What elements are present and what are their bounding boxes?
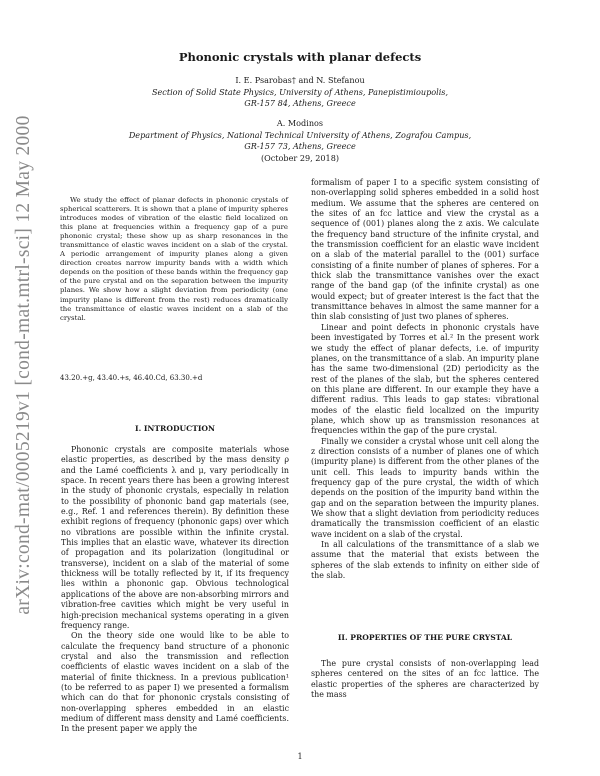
right-column-body xyxy=(311,178,539,581)
authors-group-1: I. E. Psarobas† and N. Stefanou xyxy=(235,75,365,85)
affiliation-1-line-1: Section of Solid State Physics, University of Athens, Panepistimioupolis, xyxy=(151,87,449,97)
section-heading-introduction: I. INTRODUCTION xyxy=(135,424,215,433)
pacs-codes: 43.20.+g, 43.40.+s, 46.40.Cd, 63.30.+d xyxy=(60,374,203,382)
affiliation-2-line-1: Department of Physics, National Technical University of Athens, Zografou Campus, xyxy=(128,130,472,140)
affiliation-2-line-2: GR-157 73, Athens, Greece xyxy=(244,141,356,151)
right-column-body-continued xyxy=(311,659,539,700)
left-column-body xyxy=(61,445,289,735)
paragraph: The pure crystal consists of non-overlapping lead spheres centered on the sites of an fcc lattice. The elastic properties of the spheres are characterized by the mass xyxy=(311,659,539,700)
paragraph: Linear and point defects in phononic crystals have been investigated by Torres et al.² In the present work we study the effect of planar defects, i.e. of impurity planes, on the transmittance of a slab. An impurity plane has the same two-dimensional (2D) periodicity as the rest of the planes of the slab, but the spheres centered on this plane are different. In our example they have a different radius. This leads to gap states: vibrational modes of the elastic field localized on the impurity plane, which show up as transmission resonances at frequencies within the gap of the pure crystal. xyxy=(311,322,540,436)
paragraph: formalism of paper I to a specific system consisting of non-overlapping solid spheres embedded in a solid host medium. We assume that the spheres are centered on the sites of an fcc lattice and view the crystal as a sequence of (001) planes along the z axis. We calculate the frequency band structure of the infinite crystal, and the transmission coefficient for an elastic wave incident on a slab of the material parallel to the (001) surface consisting of a finite number of planes of spheres. For a thick slab the transmittance vanishes over the exact range of the band gap (of the infinite crystal) as one would expect; but of greater interest is the fact that the transmittance behaves in almost the same manner for a thin slab consisting of just two planes of spheres. xyxy=(311,178,539,322)
paragraph: In all calculations of the transmittance of a slab we assume that the material that exists between the spheres of the slab extends to infinity on either side of the slab. xyxy=(311,540,539,581)
paper-title: Phononic crystals with planar defects xyxy=(178,50,422,64)
page-number: 1 xyxy=(297,752,303,761)
section-heading-pure-crystal: II. PROPERTIES OF THE PURE CRYSTAL xyxy=(337,633,513,642)
arxiv-identifier: arXiv:cond-mat/0005219v1 [cond-mat.mtrl-sci] 12 May 2000 xyxy=(13,115,34,615)
authors-group-2: A. Modinos xyxy=(276,118,324,128)
date: (October 29, 2018) xyxy=(260,153,340,163)
affiliation-1-line-2: GR-157 84, Athens, Greece xyxy=(244,98,356,108)
abstract: We study the effect of planar defects in phononic crystals of spherical scatterers. It is shown that a plane of impurity spheres introduces modes of vibration of the elastic field localized on this plane at frequencies within a frequency gap of a pure phononic crystal; these show up as sharp resonances in the transmittance of elastic waves incident on a slab of the crystal. A periodic arrangement of impurity planes along a given direction creates narrow impurity bands with a width which depends on the position of these bands within the frequency gap of the pure crystal and on the separation between the impurity planes. We show how a slight deviation from periodicity (one impurity plane is different from the rest) reduces dramatically the transmittance of elastic waves incident on a slab of the crystal. xyxy=(60,196,288,322)
paragraph: Finally we consider a crystal whose unit cell along the z direction consists of a number of planes one of which (impurity plane) is different from the other planes of the unit cell. This leads to impurity bands within the frequency gap of the pure crystal, the width of which depends on the position of the impurity band within the gap and on the separation between the impurity planes. We show that a slight deviation from periodicity reduces dramatically the transmission coefficient of an elastic wave incident on a slab of the crystal. xyxy=(311,436,539,539)
paragraph: Phononic crystals are composite materials whose elastic properties, as described by the mass density ρ and the Lamé coefficients λ and μ, vary periodically in space. In recent years there has been a growing interest in the study of phononic crystals, especially in relation to the possibility of phononic band gap materials (see, e.g., Ref. 1 and references therein). By definition these exhibit regions of frequency (phononic gaps) over which no vibrations are possible within the infinite crystal. This implies that an elastic wave, whatever its direction of propagation and its polarization (longitudinal or transverse), incident on a slab of the material of some thickness will be totally reflected by it, if its frequency lies within a phononic gap. Obvious technological applications of the above are non-absorbing mirrors and vibration-free cavities which might be very useful in high-precision mechanical systems operating in a given frequency range. xyxy=(61,445,289,630)
paragraph: On the theory side one would like to be able to calculate the frequency band structure of a phononic crystal and also the transmission and reflection coefficients of elastic waves incident on a slab of the material of finite thickness. In a previous publication¹ (to be referred to as paper I) we presented a formalism which can do that for phononic crystals consisting of non-overlapping spheres embedded in an elastic medium of different mass density and Lamé coefficients. In the present paper we apply the xyxy=(61,631,289,734)
